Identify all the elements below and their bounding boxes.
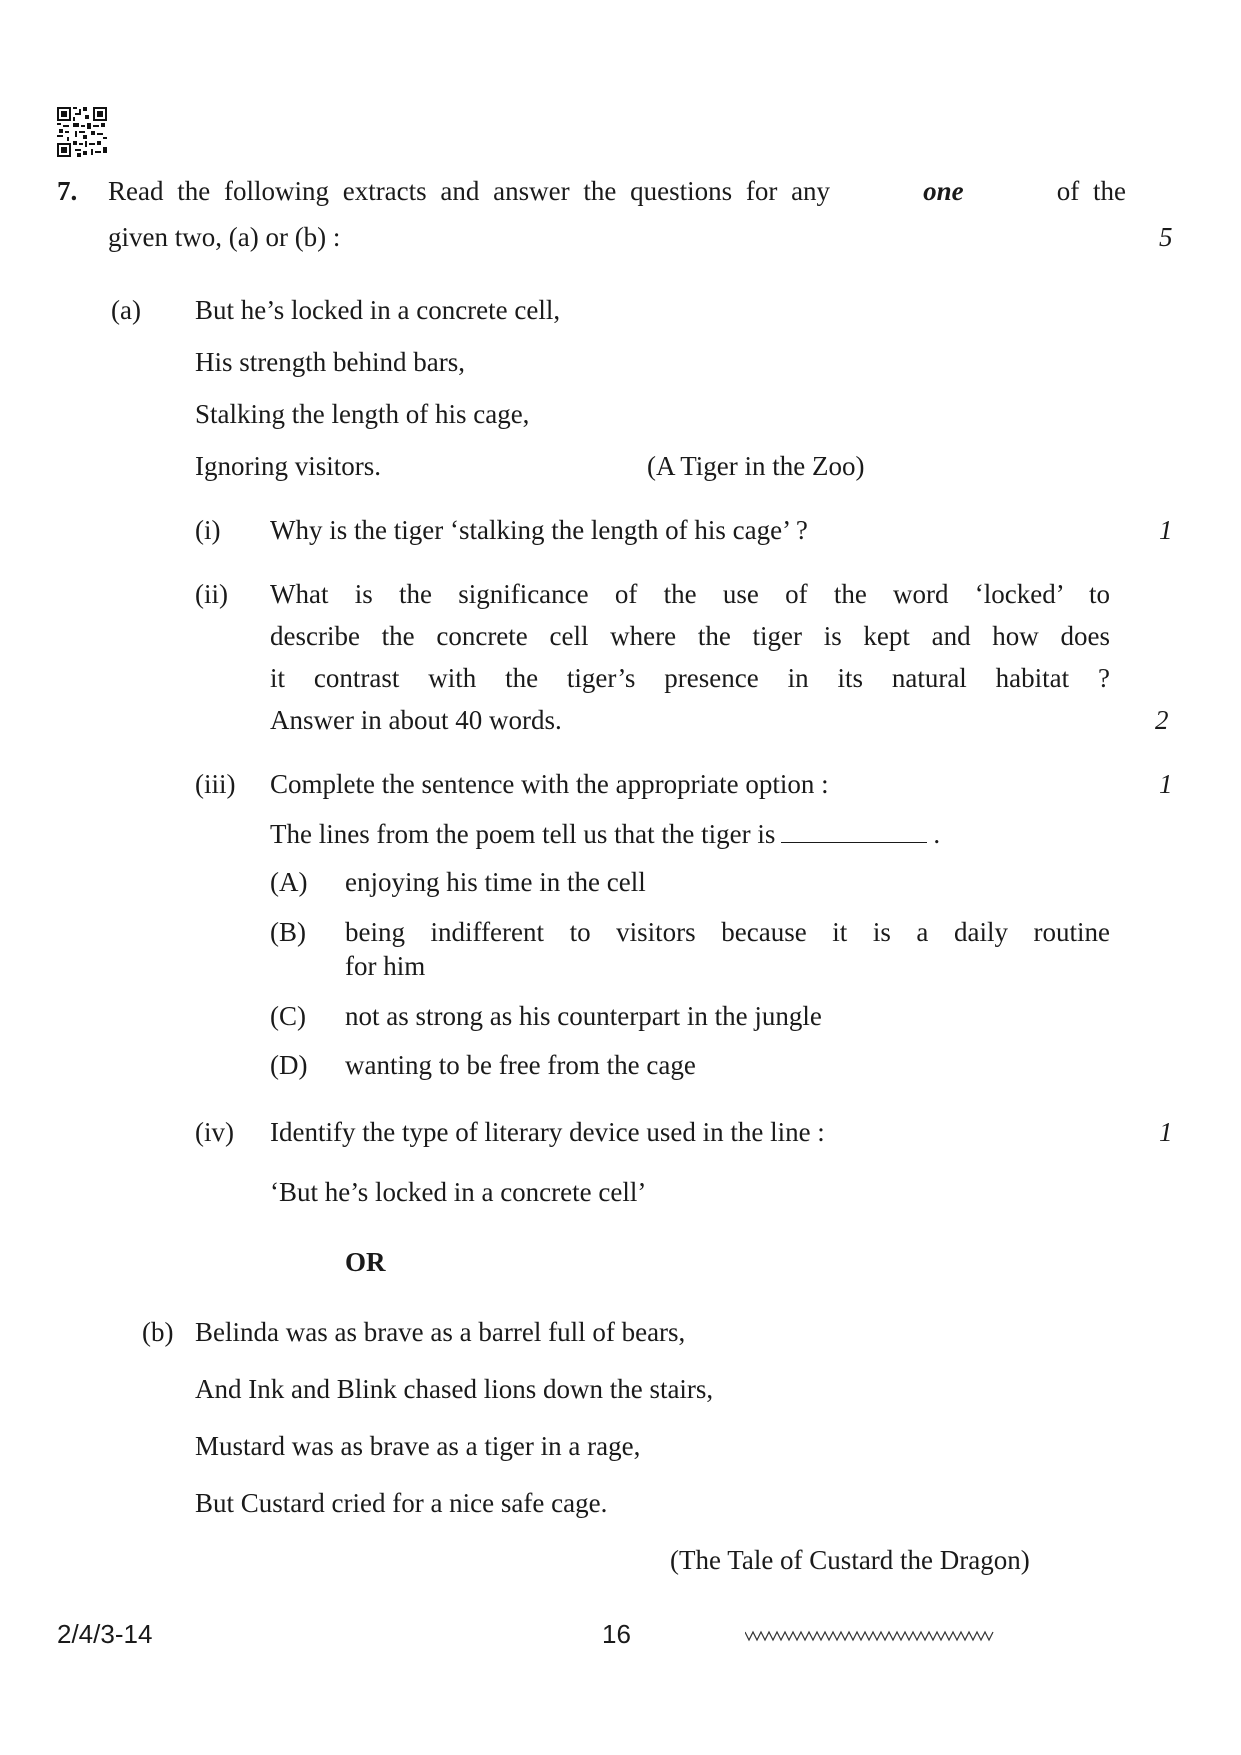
subquestion-marks: 1 — [1159, 1117, 1173, 1147]
subquestion-marks: 1 — [1159, 515, 1173, 545]
stem-text: The lines from the poem tell us that the tiger is — [270, 819, 776, 849]
option-text: enjoying his time in the cell — [345, 867, 646, 897]
option-label: (B) — [270, 917, 306, 947]
intro-text: Read the following extracts and answer the questions for any — [108, 176, 831, 206]
quoted-line: ‘But he’s locked in a concrete cell’ — [270, 1177, 647, 1207]
paper-code: 2/4/3-14 — [57, 1619, 153, 1649]
option-label: (A) — [270, 867, 308, 897]
extract-a-label: (a) — [111, 295, 141, 325]
intro-text-post: of the — [1056, 176, 1126, 206]
subquestion-text — [270, 573, 1110, 741]
option-label: (D) — [270, 1050, 308, 1080]
poem-line: Ignoring visitors. — [195, 451, 381, 481]
question-intro-line1 — [108, 175, 1126, 209]
subquestion-text: Complete the sentence with the appropriate option : — [270, 769, 829, 799]
question-marks: 5 — [1159, 222, 1173, 252]
option-text: for him — [345, 951, 426, 981]
subquestion-line: Answer in about 40 words. — [270, 705, 562, 735]
stem-end: . — [933, 819, 941, 849]
subquestion-line: describe the concrete cell where the tiger is kept and how does — [270, 621, 1110, 651]
question-number: 7. — [57, 176, 78, 206]
answer-blank — [781, 820, 927, 843]
subquestion-line: it contrast with the tiger’s presence in its natural habitat ? — [270, 663, 1110, 693]
poem-line: And Ink and Blink chased lions down the stairs, — [195, 1374, 714, 1404]
subquestion-line: What is the significance of the use of the word ‘locked’ to — [270, 579, 1110, 609]
extract-b-label: (b) — [142, 1317, 174, 1347]
subquestion-label: (iv) — [195, 1117, 234, 1147]
intro-emphasis: one — [923, 176, 964, 206]
subquestion-text: Why is the tiger ‘stalking the length of his cage’ ? — [270, 515, 808, 545]
subquestion-marks: 2 — [1155, 705, 1169, 735]
extract-b-source: (The Tale of Custard the Dragon) — [670, 1545, 1030, 1575]
qr-code-icon — [57, 107, 107, 157]
question-intro-line2: given two, (a) or (b) : — [108, 222, 341, 252]
extract-a-source: (A Tiger in the Zoo) — [647, 451, 865, 481]
poem-line: Belinda was as brave as a barrel full of bears, — [195, 1317, 686, 1347]
subquestion-marks: 1 — [1159, 769, 1173, 799]
subquestion-text: Identify the type of literary device used in the line : — [270, 1117, 825, 1147]
poem-line: His strength behind bars, — [195, 347, 465, 377]
subquestion-label: (ii) — [195, 579, 228, 609]
poem-line: But Custard cried for a nice safe cage. — [195, 1488, 608, 1518]
or-separator: OR — [345, 1247, 386, 1277]
option-text: not as strong as his counterpart in the jungle — [345, 1001, 822, 1031]
option-text: being indifferent to visitors because it is a daily routine — [345, 917, 1110, 947]
poem-line: Mustard was as brave as a tiger in a rage, — [195, 1431, 641, 1461]
poem-line: But he’s locked in a concrete cell, — [195, 295, 561, 325]
poem-line: Stalking the length of his cage, — [195, 399, 530, 429]
option-text: wanting to be free from the cage — [345, 1050, 696, 1080]
page-number: 16 — [602, 1619, 631, 1649]
subquestion-label: (iii) — [195, 769, 236, 799]
fill-in-stem — [270, 818, 940, 852]
option-label: (C) — [270, 1001, 306, 1031]
wavy-line-decoration — [745, 1628, 995, 1644]
subquestion-label: (i) — [195, 515, 221, 545]
